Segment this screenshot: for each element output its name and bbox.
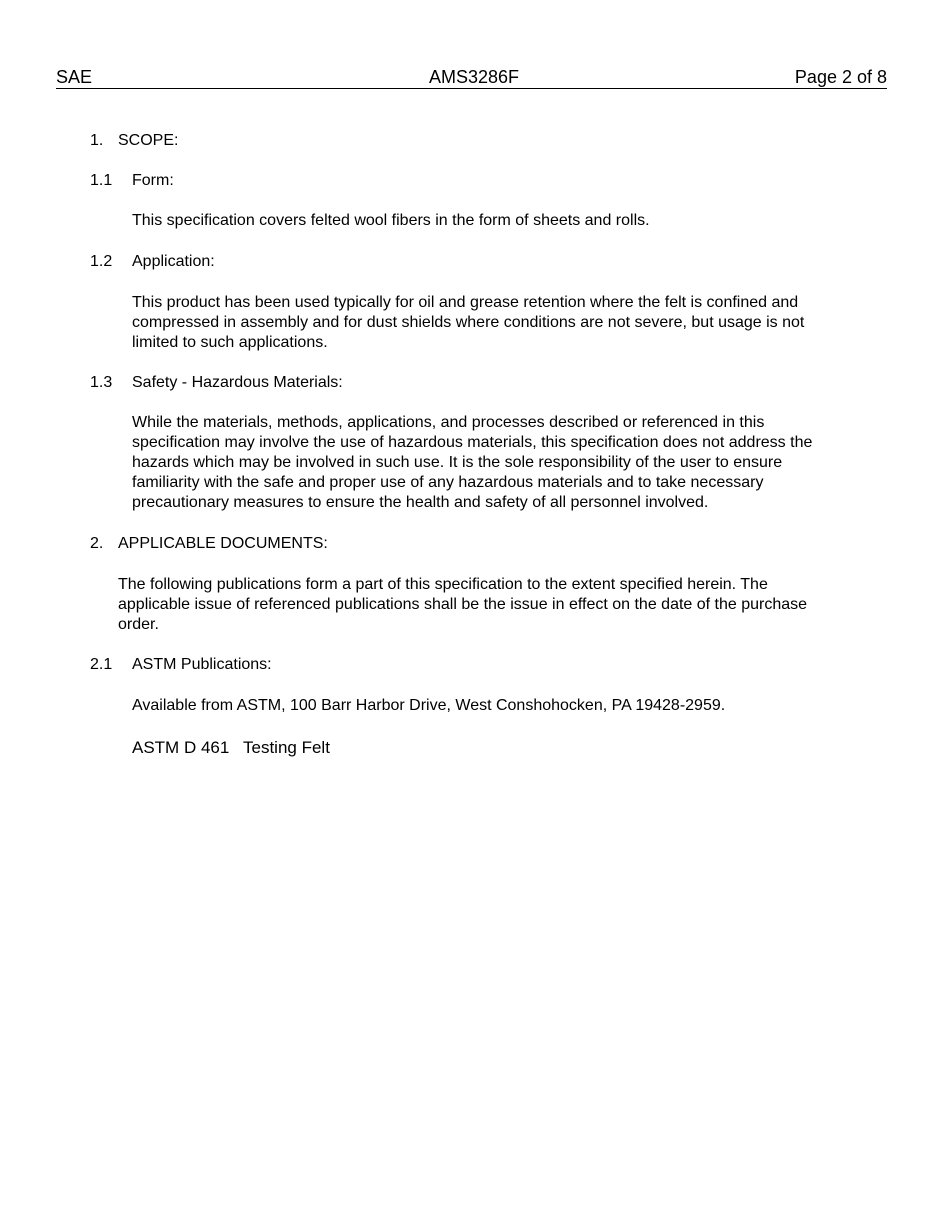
text-line: applicable issue of referenced publications shall be the issue in effect on the date of the purchase bbox=[118, 596, 808, 613]
header-doc-number: AMS3286F bbox=[429, 67, 520, 87]
section-2-text bbox=[118, 575, 858, 635]
section-title: Form: bbox=[132, 172, 174, 189]
section-number: 1.2 bbox=[90, 253, 113, 270]
text-line: specification may involve the use of hazardous materials, this specification does not address the bbox=[132, 434, 813, 451]
section-title: ASTM Publications: bbox=[132, 656, 272, 673]
text-line: While the materials, methods, applications, and processes described or referenced in this bbox=[132, 414, 765, 431]
header-org: SAE bbox=[56, 67, 93, 87]
section-2-1-text: Available from ASTM, 100 Barr Harbor Drive, West Conshohocken, PA 19428-2959. bbox=[132, 697, 726, 714]
text-line: precautionary measures to ensure the health and safety of all personnel involved. bbox=[132, 494, 709, 511]
section-title: Application: bbox=[132, 253, 215, 270]
page-header bbox=[56, 66, 887, 89]
section-title: APPLICABLE DOCUMENTS: bbox=[118, 535, 328, 552]
text-line: order. bbox=[118, 616, 159, 633]
text-line: The following publications form a part of this specification to the extent specified herein. The bbox=[118, 576, 768, 593]
text-line: compressed in assembly and for dust shields where conditions are not severe, but usage is not bbox=[132, 314, 805, 331]
section-number: 2. bbox=[90, 535, 104, 552]
text-line: hazards which may be involved in such use. It is the sole responsibility of the user to ensure bbox=[132, 454, 783, 471]
section-title: SCOPE: bbox=[118, 132, 179, 149]
section-1-3-text bbox=[132, 413, 872, 513]
reference-doc-id: ASTM D 461 bbox=[132, 738, 230, 757]
section-number: 1.3 bbox=[90, 374, 113, 391]
section-1-1-text: This specification covers felted wool fibers in the form of sheets and rolls. bbox=[132, 212, 650, 229]
section-1-2-text bbox=[132, 293, 872, 353]
text-line: familiarity with the safe and proper use of any hazardous materials and to take necessary bbox=[132, 474, 764, 491]
section-number: 1.1 bbox=[90, 172, 113, 189]
header-page-number: Page 2 of 8 bbox=[794, 67, 887, 87]
section-title: Safety - Hazardous Materials: bbox=[132, 374, 343, 391]
section-number: 1. bbox=[90, 132, 104, 149]
text-line: limited to such applications. bbox=[132, 334, 328, 351]
reference-doc-title: Testing Felt bbox=[243, 738, 330, 757]
text-line: This product has been used typically for oil and grease retention where the felt is confined and bbox=[132, 294, 799, 311]
section-number: 2.1 bbox=[90, 656, 113, 673]
